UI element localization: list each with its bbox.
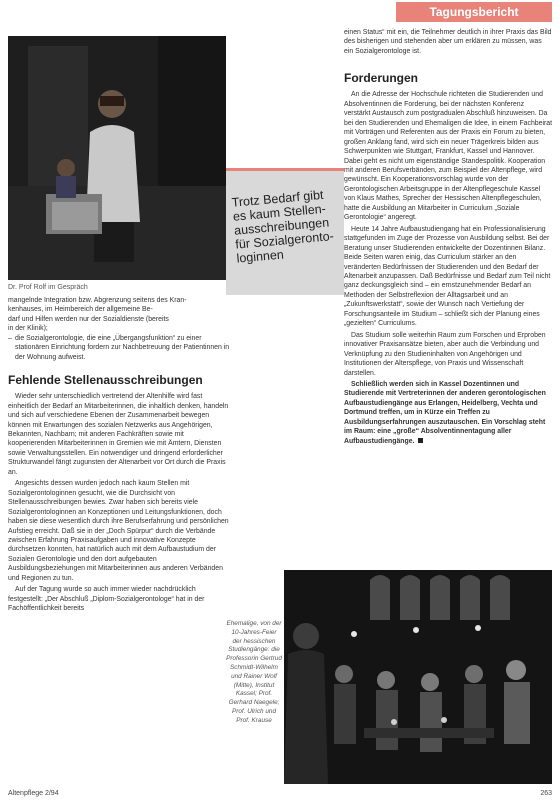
intro-line: darf und Hilfen werden nur der Sozialdienste (bereits xyxy=(8,315,169,323)
end-mark-icon xyxy=(418,438,423,443)
paragraph-text: Schließlich werden sich in Kassel Dozentinnen und Studierende mit Vertreterinnen der anderen gerontologischen Aufbaustudiengänge aus Erlangen, Heidelberg, Vechta und Dortmund treffen, um in Kürze ein Treffen zu Ausbildungserfahrungen auszutauschen. Ein Vorschlag steht im Raum: eine „große“ Absolventinnentagung aller Aufbaustudiengänge. xyxy=(344,380,546,445)
pull-quote xyxy=(226,168,344,295)
paragraph: An die Adresse der Hochschule richteten die Studierenden und Absolventinnen die Forderung, bei der nächsten Konferenz verstärkt Austausch zum postgradualen Abschluß hinzuweisen. Da bei den Studierenden und Ehemaligen die Idee, in einem Fachbeirat mit Vorträgen und Referenten aus der Praxis ein Forum zu bieten, großen Anklang fand, wird sich ein neuer Trägerkreis bilden aus Schwerpunkten wie Stuttgart, Frankfurt, Kassel und Hannover. Dabei geht es nicht um eigenständige Standespolitik. Kooperation mit anderen Berufsverbänden, zum Beispiel der Altenpflege, wird gewünscht. Ein Kooperationsvorschlag wurde von der Gerontologischen Arbeitsgruppe in der Altenpflegeschule Kassel von Klaus Mathes, Sprecher der Hessischen Altenpflegeschulen, hatte die Ausbildung an Mitarbeiter in Curriculum „Soziale Gerontologie“ angeregt. xyxy=(344,91,553,222)
photo-speaker-caption: Dr. Prof Rolf im Gespräch xyxy=(8,284,88,291)
paragraph: Auf der Tagung wurde so auch immer wieder nachdrücklich festgestellt: „Der Abschluß „Diplom-Sozialgerontologe“ hat in der Fachöffentlichkeit bereits xyxy=(8,586,205,613)
paragraph xyxy=(344,380,552,446)
speaker-photo-image xyxy=(8,36,226,280)
photo-speaker xyxy=(8,36,226,280)
paragraph: Wieder sehr unterschiedlich vertretend der Altenhilfe wird fast einheitlich der Bedarf an Mitarbeiterinnen, die inhaltlich denken, handeln und sich auf verschiedene Ebenen der Zusammenarbeit bewegen können mit Erwartungen des sozialen Netzwerks aus Angehörigen, Bekannten, Nachbarn; mit anderen Fachkräften sowie mit kooperierenden Mitarbeiterinnen in Gremien wie mit Ämtern, Diensten sowie Verwaltungsstellen. Ein notwendiger und dringend erforderlicher Strukturwandel fängt zugunsten der Altenarbeit vor Ort durch die Praxis an. xyxy=(8,393,229,476)
paragraph: Heute 14 Jahre Aufbaustudiengang hat ein Professionalisierung stattgefunden im Zuge der Prozesse von Ausbildung selbst. Bei der Beratung unser Studierenden entwickelte der Dozentinnen Bilanz. Beide Seiten waren einig, das Curriculum stärker an den veränderten Bedürfnissen der Studierenden und den Bedarf der Altenarbeit anzupassen. Daß Bedürfnisse und Bedarf zum Teil nicht ganz deckungsgleich sind – ein ernstzunehmender Bedarf an Methoden der Selbstreflexion der Alltagsarbeit und an „Zukunftswerkstatt“, sowie der Wunsch nach Vertiefung der Forschungsanteile im Studium – schließt sich der Planung eines „gezielten“ Curriculums. xyxy=(344,225,551,328)
intro-line: kenhauses, im Heimbereich der allgemeine Be- xyxy=(8,306,153,314)
photo-group-caption: Ehemalige, von der 10-Jahres-Feier der hessischen Studiengänge: die Professorin Gertrud Schmidt-Wilhelm und Rainer Wolf (Mitte), Institut Kassel; Prof. Gerhard Naegele; Prof. Ulrich und Prof. Krause xyxy=(226,620,282,724)
left-column xyxy=(8,296,230,614)
section-heading-forderungen: Forderungen xyxy=(344,71,418,86)
paragraph: Angesichts dessen wurden jedoch nach kaum Stellen mit Sozialgerontologinnen gesucht, wie die Durchsicht von Stellenausschreibungen bewies. Zwar haben sich bereits viele Sozialgerontologinnen an Konzeptionen und Leitungsfunktionen, doch haben sie diese wesentlich durch ihre Berufserfahrung und persönlichen Aufstieg erreicht. Daß sie in der „Doch Spürpur“ durch die Verbände zwischen Erfahrung Praxisaufgaben und innovative Konzepte durchsetzen konnten, hat natürlich auch mit dem Aufbaustudium der Sozialen Gerontologie und den dort aufgebauten Ausbildungsbeziehungen mit Mitarbeiterinnen aus anderen Verbänden und Regionen zu tun. xyxy=(8,480,229,582)
footer-left: Altenpflege 2/94 xyxy=(8,790,59,797)
section-banner: Tagungsbericht xyxy=(396,2,552,22)
list-item: – die Sozialgerontologie, die eine „Übergangsfunktion“ zu einer stationären Einrichtung fordern zur Nachbetreuung der Patientinnen in der Wohnung aufweist. xyxy=(8,334,230,362)
pull-quote-text: Trotz Bedarf gibt es kaum Stellenausschreibungen für Sozialgerontologinnen xyxy=(231,187,335,266)
photo-group xyxy=(284,570,552,784)
intro-line: mangelnde Integration bzw. Abgrenzung seitens des Kran- xyxy=(8,297,187,304)
right-column xyxy=(344,28,552,446)
paragraph: Das Studium solle weiterhin Raum zum Forschen und Erproben innovativer Praxisansätze bieten, aber auch die Verbindung und Verknüpfung zu den Studieninhalten von Angehörigen und Institutionen der Alterspflege, von Praxis und Wissenschaft darstellen. xyxy=(344,331,546,377)
page-number: 263 xyxy=(540,790,552,797)
group-photo-image xyxy=(284,570,552,784)
section-heading-stellen: Fehlende Stellenausschreibungen xyxy=(8,373,203,388)
intro-line: in der Klinik); xyxy=(8,325,48,333)
top-lines: einen Status“ mit ein, die Teilnehmer deutlich in ihrer Praxis das Bild des bisherigen und stehenden aber um erklären zu müssen, was ein Sozialgerontologe ist. xyxy=(344,29,552,55)
